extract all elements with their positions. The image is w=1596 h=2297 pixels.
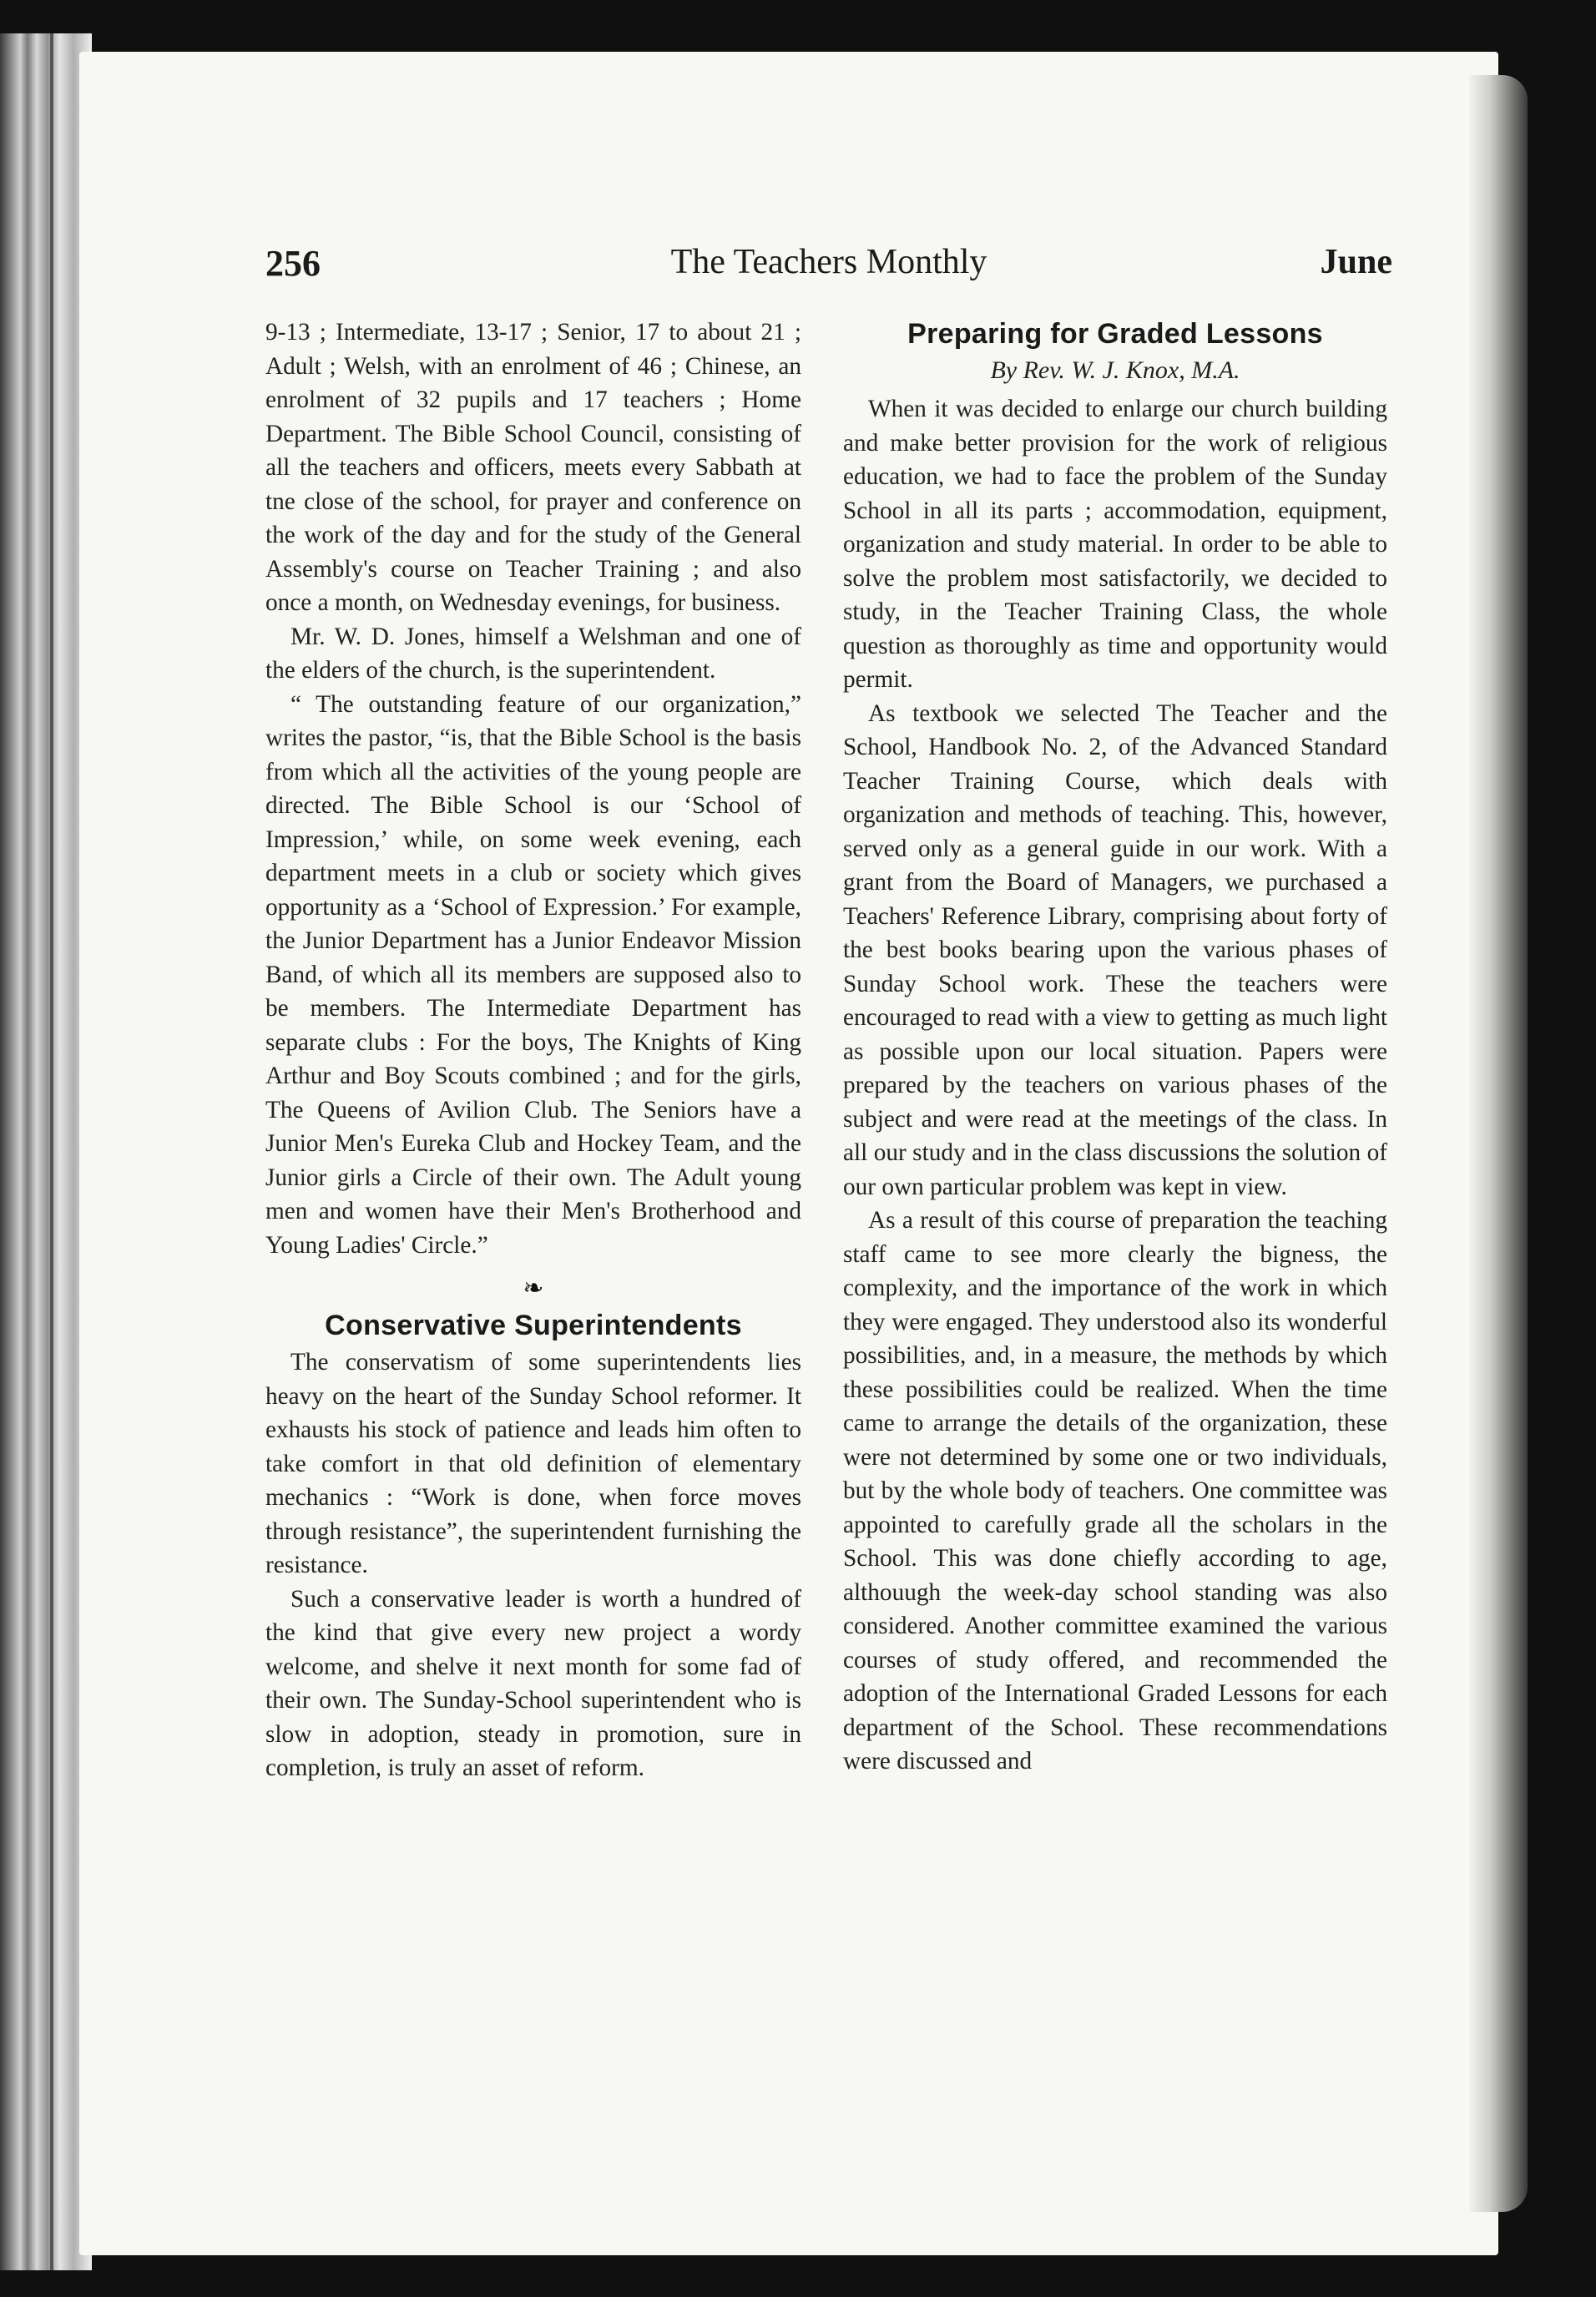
running-title: The Teachers Monthly xyxy=(670,243,987,281)
right-paragraph-1: When it was decided to enlarge our church building and make better provision for the work of religious education, we had to face the problem of the Sunday School in all its parts ; accommodation, equipment, organization and study material. In order to be able to solve the problem most satisfactorily, we decided to study, in the Teacher Training Class, the whole question as thoroughly as time and opportunity would permit. xyxy=(843,396,1387,693)
article-heading-preparing-for-graded-lessons: Preparing for Graded Lessons xyxy=(907,318,1323,350)
article2-paragraph-1: The conservatism of some superintendents lies heavy on the heart of the Sunday School reformer. It exhausts his stock of patience and leads him often to take comfort in that old definition of elementary mechanics : “Work is done, when force moves through resistance”, the superintendent furnishing the resistance. xyxy=(265,1349,801,1578)
binding-gutter-line xyxy=(50,33,53,2270)
right-column xyxy=(843,316,1387,1779)
left-paragraph-2: Mr. W. D. Jones, himself a Welshman and one of the elders of the church, is the superintendent. xyxy=(265,623,801,684)
right-paragraph-2: As textbook we selected The Teacher and the School, Handbook No. 2, of the Advanced Standard Teacher Training Course, which deals with organization and methods of teaching. This, however, served only as a general guide in our work. With a grant from the Board of Managers, we purchased a Teachers' Reference Library, comprising about forty of the best books bearing upon the various phases of Sunday School work. These the teachers were encouraged to read with a view to getting as much light as possible upon our local situation. Papers were prepared by the teachers on various phases of the subject and were read at the meetings of the class. In all our study and in the class discussions the solution of our own particular problem was kept in view. xyxy=(843,699,1387,1200)
running-month: June xyxy=(1320,243,1392,281)
left-paragraph-3: “ The outstanding feature of our organization,” writes the pastor, “is, that the Bible School is the basis from which all the activities of the young people are directed. The Bible School is our ‘School of Impression,’ while, on some week evening, each department meets in a club or society which gives opportunity as a ‘School of Expression.’ For example, the Junior Department has a Junior Endeavor Mission Band, of which all its members are supposed also to be members. The Intermediate Department has separate clubs : For the boys, The Knights of King Arthur and Boy Scouts combined ; and for the girls, The Queens of Avilion Club. The Seniors have a Junior Men's Eureka Club and Hockey Team, and the Junior girls a Circle of their own. The Adult young men and women have their Men's Brotherhood and Young Ladies' Circle.” xyxy=(265,690,801,1259)
article2-paragraph-2: Such a conservative leader is worth a hundred of the kind that give every new project a wordy welcome, and shelve it next month for some fad of their own. The Sunday-School superintendent who is slow in adoption, steady in promotion, sure in completion, is truly an asset of reform. xyxy=(265,1585,801,1781)
article-byline: By Rev. W. J. Knox, M.A. xyxy=(990,356,1240,384)
page-number: 256 xyxy=(265,243,321,284)
left-paragraph-1: 9-13 ; Intermediate, 13-17 ; Senior, 17 to about 21 ; Adult ; Welsh, with an enrolment of 46 ; Chinese, an enrolment of 32 pupils and 17 teachers ; Home Department. The Bible School Council, consisting of all the teachers and officers, meets every Sabbath at tne close of the school, for prayer and conference on the work of the day and for the study of the General Assembly's course on Teacher Training ; and also once a month, on Wednesday evenings, for business. xyxy=(265,319,801,616)
page-curl-shadow xyxy=(1469,75,1528,2212)
book-binding-edge xyxy=(0,33,92,2270)
article-heading-conservative-superintendents: Conservative Superintendents xyxy=(325,1310,742,1341)
section-separator-ornament-icon: ❧ xyxy=(523,1275,544,1302)
left-column xyxy=(265,316,801,1785)
running-header xyxy=(265,242,1392,292)
right-paragraph-3: As a result of this course of preparation the teaching staff came to see more clearly the bigness, the complexity, and the importance of the work in which they were engaged. They understood also its wonderful possibilities, and, in a measure, the methods by which these possibilities could be realized. When the time came to arrange the details of the organization, these were not determined by some one or two individuals, but by the whole body of teachers. One committee was appointed to carefully grade all the scholars in the School. This was done chiefly according to age, althouugh the week-day school standing was also considered. Another committee examined the various courses of study offered, and recommended the adoption of the International Graded Lessons for each department of the School. These recommendations were discussed and xyxy=(843,1207,1387,1774)
